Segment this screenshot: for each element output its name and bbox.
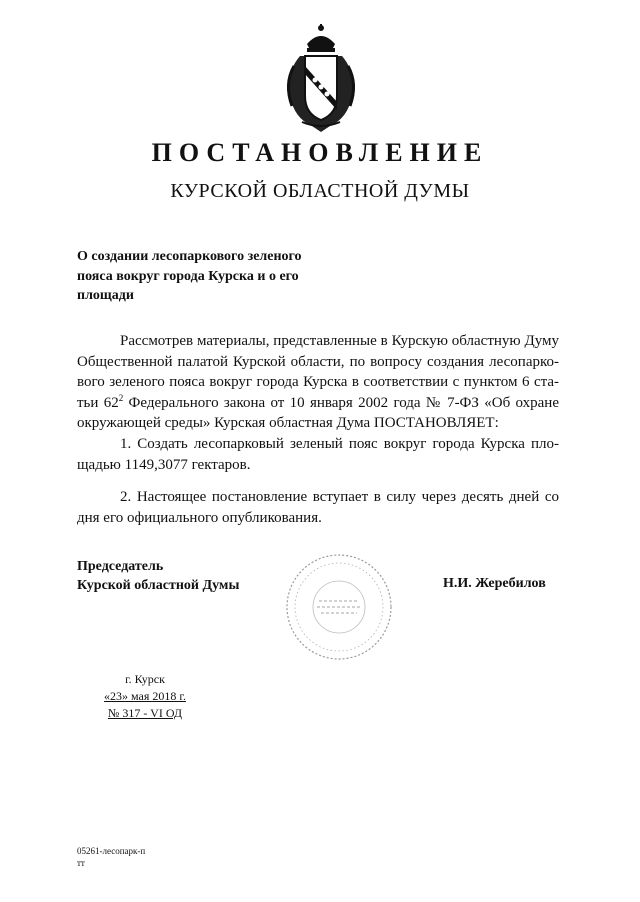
signatory-name: Н.И. Жеребилов bbox=[443, 576, 546, 591]
paragraph-line bbox=[77, 393, 559, 414]
file-code-line: 05261-лесопарк-п bbox=[77, 846, 146, 856]
document-number: № 317 - VI ОД bbox=[107, 706, 183, 720]
law-article-text: тьи 62 bbox=[77, 394, 119, 411]
issuer-title: КУРСКОЙ ОБЛАСТНОЙ ДУМЫ bbox=[170, 180, 470, 202]
paragraph-line: вого зеленого пояса вокруг города Курска в соответствии с пунктом 6 ста- bbox=[77, 374, 559, 390]
paragraph-line: Общественной палатой Курской области, по вопросу создания лесопарко- bbox=[77, 353, 559, 370]
preamble-paragraph bbox=[77, 331, 559, 434]
city: г. Курск bbox=[125, 672, 165, 686]
paragraph-line: 2. Настоящее постановление вступает в силу через десять дней со bbox=[120, 489, 559, 505]
signatory-title bbox=[77, 557, 239, 595]
typist-initials: тт bbox=[77, 858, 85, 868]
paragraph-line: окружающей среды» Курская областная Дума ПОСТАНОВЛЯЕТ: bbox=[77, 415, 499, 431]
signatory-title-line: Председатель bbox=[77, 559, 164, 574]
resolution-item-1 bbox=[77, 434, 559, 475]
place-and-date-block bbox=[100, 671, 190, 722]
paragraph-line: 1. Создать лесопарковый зеленый пояс вокруг города Курска пло- bbox=[120, 436, 559, 452]
paragraph-line: Рассмотрев материалы, представленные в Курскую областную Думу bbox=[120, 333, 559, 349]
round-seal-stamp-icon bbox=[283, 551, 395, 663]
kursk-oblast-coat-of-arms-icon bbox=[280, 22, 362, 134]
signatory-title-line: Курской областной Думы bbox=[77, 578, 240, 593]
document-type-title: ПОСТАНОВЛЕНИЕ bbox=[151, 138, 489, 167]
law-reference-text: Федерального закона от 10 января 2002 года № 7-ФЗ «Об охране bbox=[123, 394, 559, 411]
resolution-item-2 bbox=[77, 487, 559, 528]
file-code bbox=[77, 845, 145, 869]
subject-line: О создании лесопаркового зеленого bbox=[77, 249, 302, 264]
document-subject bbox=[77, 247, 347, 306]
paragraph-line: щадью 1149,3077 гектаров. bbox=[77, 456, 251, 473]
article-superscript: 2 bbox=[118, 392, 124, 403]
subject-line: площади bbox=[77, 288, 134, 303]
adoption-date: «23» мая 2018 г. bbox=[104, 689, 186, 703]
subject-line: пояса вокруг города Курска и о его bbox=[77, 268, 299, 284]
paragraph-line: дня его официального опубликования. bbox=[77, 509, 322, 526]
